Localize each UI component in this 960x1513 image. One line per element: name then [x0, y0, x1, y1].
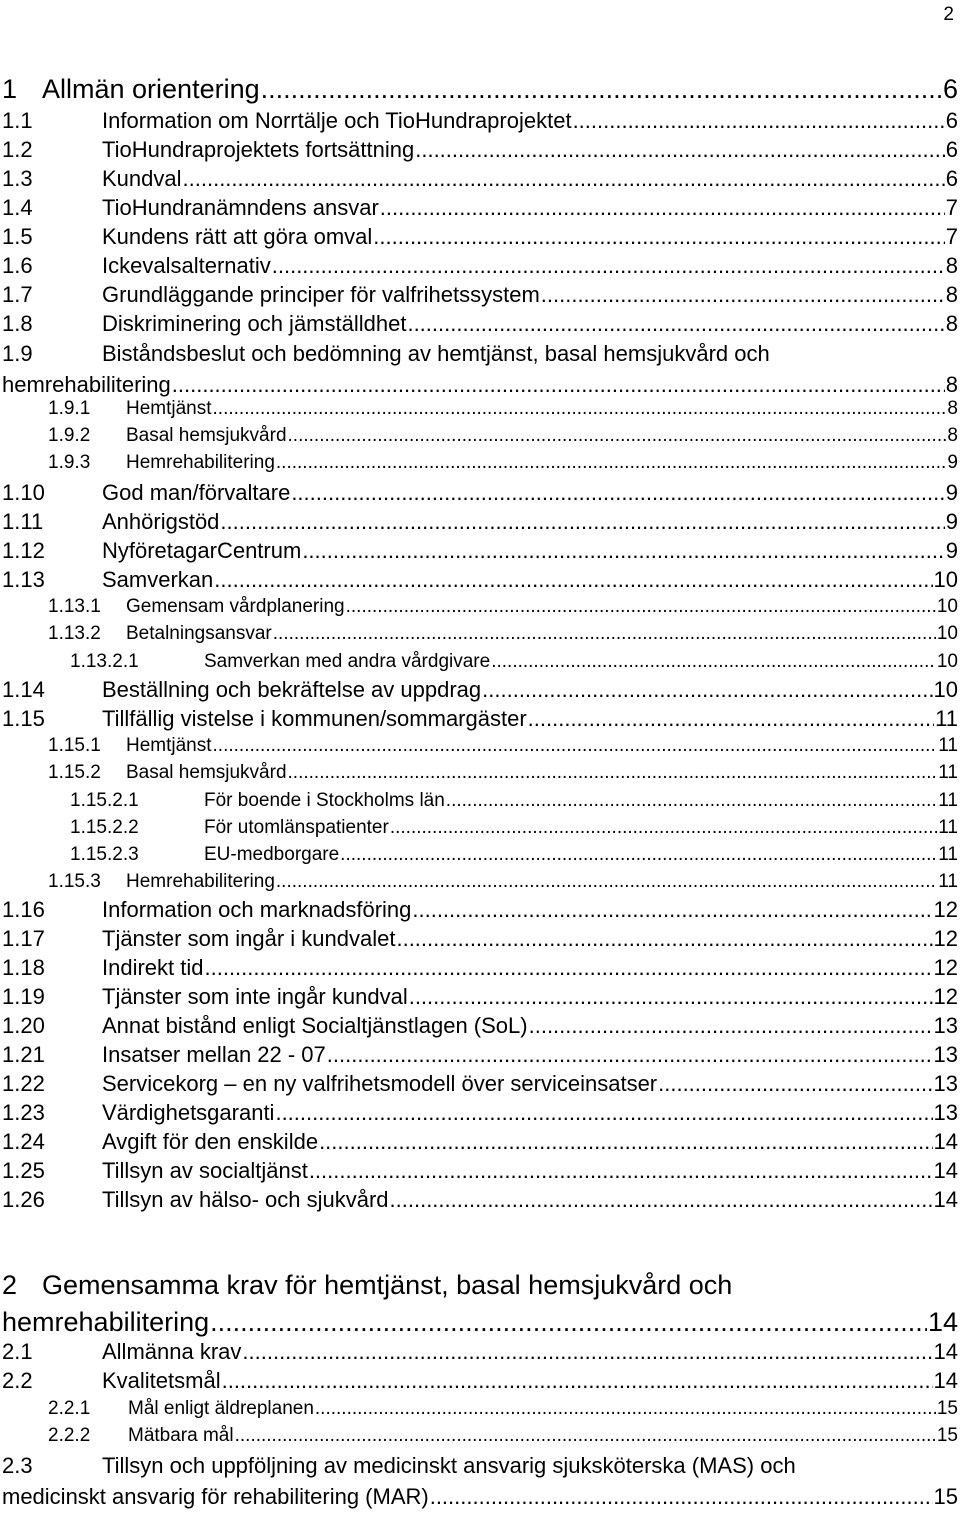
toc-number: 1.15.2.2	[70, 817, 139, 838]
toc-title: Anhörigstöd	[102, 509, 220, 534]
toc-leader-dots	[172, 372, 945, 398]
toc-number: 1.15.3	[48, 871, 101, 892]
toc-entry[interactable]	[0, 341, 960, 401]
toc-entry[interactable]	[0, 790, 960, 817]
toc-page-number: 8	[947, 425, 958, 446]
toc-title: Mätbara mål	[128, 1425, 234, 1446]
toc-leader-dots	[309, 1158, 933, 1184]
toc-page-number: 6	[942, 74, 958, 104]
toc-title-continued: hemrehabilitering	[2, 1307, 210, 1337]
toc-title: Ickevalsalternativ	[102, 253, 271, 278]
toc-number: 1.2	[2, 137, 33, 162]
toc-entry[interactable]	[0, 897, 960, 926]
toc-number: 1.9.1	[48, 398, 91, 419]
toc-entry[interactable]	[0, 108, 960, 137]
toc-leader-dots	[541, 282, 945, 308]
toc-title: Hemtjänst	[126, 735, 212, 756]
toc-page-number: 14	[933, 1368, 958, 1393]
toc-number: 1	[2, 74, 18, 104]
toc-number: 1.7	[2, 282, 33, 307]
toc-page-number: 10	[936, 651, 958, 672]
toc-entry[interactable]	[0, 651, 960, 678]
toc-page-number: 10	[933, 677, 958, 702]
toc-entry[interactable]	[0, 282, 960, 311]
toc-number: 1.9.3	[48, 452, 91, 473]
toc-title: Gemensamma krav för hemtjänst, basal hemsjukvård och	[42, 1270, 733, 1300]
toc-leader-dots	[396, 926, 932, 952]
toc-title: För utomlänspatienter	[204, 817, 389, 838]
toc-title: Kundens rätt att göra omval	[102, 224, 373, 249]
toc-leader-dots	[213, 398, 947, 420]
toc-leader-dots	[390, 1187, 933, 1213]
toc-entry[interactable]	[0, 74, 960, 107]
toc-page-number: 9	[947, 452, 958, 473]
toc-entry[interactable]	[0, 166, 960, 195]
toc-page-number: 11	[938, 817, 958, 838]
toc-page-number: 8	[947, 398, 958, 419]
toc-entry[interactable]	[0, 137, 960, 166]
toc-number: 1.5	[2, 224, 33, 249]
toc-number: 2	[2, 1270, 18, 1300]
toc-leader-dots	[205, 955, 933, 981]
toc-number: 1.13.1	[48, 596, 101, 617]
toc-entry[interactable]	[0, 480, 960, 509]
toc-page-number: 10	[936, 596, 958, 617]
toc-title: Kvalitetsmål	[102, 1368, 221, 1393]
toc-leader-dots	[430, 1484, 933, 1510]
toc-leader-dots	[407, 311, 944, 337]
toc-title: Hemrehabilitering	[126, 452, 275, 473]
toc-title: Annat bistånd enligt Socialtjänstlagen (SoL)	[102, 1013, 528, 1038]
toc-leader-dots	[346, 596, 936, 618]
toc-page-number: 14	[933, 1339, 958, 1364]
toc-number: 1.15.2.3	[70, 844, 139, 865]
toc-number: 1.18	[2, 955, 45, 980]
toc-entry[interactable]	[0, 1398, 960, 1425]
toc-leader-dots	[276, 452, 947, 474]
toc-entry[interactable]	[0, 817, 960, 844]
toc-page-number: 15	[933, 1484, 958, 1509]
toc-leader-dots	[409, 984, 933, 1010]
toc-page-number: 9	[945, 538, 958, 563]
toc-leader-dots	[529, 1013, 933, 1039]
toc-entry[interactable]	[0, 1270, 960, 1340]
toc-page-number: 6	[945, 108, 958, 133]
toc-entry[interactable]	[0, 1187, 960, 1216]
toc-leader-dots	[235, 1425, 936, 1447]
toc-title: Insatser mellan 22 - 07	[102, 1042, 326, 1067]
toc-leader-dots	[327, 1042, 933, 1068]
toc-page-number: 6	[945, 166, 958, 191]
toc-leader-dots	[276, 871, 937, 893]
toc-page-number: 12	[933, 984, 958, 1009]
toc-leader-dots	[220, 509, 944, 535]
toc-title: Allmänna krav	[102, 1339, 242, 1364]
toc-leader-dots	[340, 844, 937, 866]
toc-title: Tillfällig vistelse i kommunen/sommargäster	[102, 706, 527, 731]
toc-leader-dots	[291, 480, 944, 506]
toc-page-number: 12	[933, 897, 958, 922]
toc-entry[interactable]	[0, 844, 960, 871]
toc-number: 2.2	[2, 1368, 33, 1393]
toc-number: 1.24	[2, 1129, 45, 1154]
toc-number: 1.1	[2, 108, 33, 133]
toc-number: 1.10	[2, 480, 45, 505]
toc-page-number: 15	[936, 1398, 958, 1419]
toc-entry[interactable]	[0, 1339, 960, 1368]
toc-title: Basal hemsjukvård	[126, 425, 287, 446]
toc-entry[interactable]	[0, 1100, 960, 1129]
toc-title: Tillsyn och uppföljning av medicinskt ansvarig sjuksköterska (MAS) och	[102, 1453, 796, 1478]
toc-page-number: 8	[945, 282, 958, 307]
toc-entry[interactable]	[0, 425, 960, 453]
toc-page-number: 11	[938, 735, 958, 756]
toc-entry[interactable]	[0, 1071, 960, 1100]
toc-title: Tjänster som ingår i kundvalet	[102, 926, 396, 951]
toc-title: Samverkan	[102, 567, 214, 592]
toc-entry[interactable]	[0, 509, 960, 538]
toc-title: Indirekt tid	[102, 955, 204, 980]
toc-title: Kundval	[102, 166, 182, 191]
toc-entry[interactable]	[0, 1368, 960, 1397]
toc-entry[interactable]	[0, 762, 960, 790]
toc-entry[interactable]	[0, 1013, 960, 1042]
toc-number: 1.14	[2, 677, 45, 702]
toc-title: God man/förvaltare	[102, 480, 291, 505]
toc-page-number: 8	[945, 311, 958, 336]
toc-title: Mål enligt äldreplanen	[128, 1398, 314, 1419]
toc-leader-dots	[210, 1307, 927, 1338]
toc-page-number: 7	[945, 224, 958, 249]
toc-page-number: 9	[945, 480, 958, 505]
toc-page-number: 13	[933, 1042, 958, 1067]
toc-leader-dots	[373, 224, 944, 250]
toc-title: Basal hemsjukvård	[126, 762, 287, 783]
toc-entry[interactable]	[0, 1425, 960, 1452]
toc-title: EU-medborgare	[204, 844, 340, 865]
toc-title: Betalningsansvar	[126, 623, 272, 644]
toc-entry[interactable]	[0, 1042, 960, 1071]
toc-number: 1.9.2	[48, 425, 91, 446]
toc-leader-dots	[288, 425, 947, 447]
toc-title: För boende i Stockholms län	[204, 790, 445, 811]
toc-page-number: 11	[938, 790, 958, 811]
toc-leader-dots	[528, 706, 935, 732]
toc-title: Samverkan med andra vårdgivare	[204, 651, 491, 672]
toc-leader-dots	[275, 1100, 932, 1126]
toc-entry[interactable]	[0, 955, 960, 984]
toc-leader-dots	[302, 538, 944, 564]
toc-number: 1.4	[2, 195, 33, 220]
toc-page-number: 15	[936, 1425, 958, 1446]
toc-page-number: 11	[938, 844, 958, 865]
toc-leader-dots	[446, 790, 937, 812]
toc-number: 1.11	[2, 509, 44, 534]
toc-number: 2.2.2	[48, 1425, 91, 1446]
toc-page-number: 10	[933, 567, 958, 592]
toc-page-number: 8	[945, 253, 958, 278]
toc-title-continued: medicinskt ansvarig för rehabilitering (MAR)	[2, 1484, 429, 1509]
toc-page-number: 9	[945, 509, 958, 534]
toc-entry[interactable]	[0, 538, 960, 567]
toc-page-number: 6	[945, 137, 958, 162]
toc-title: Hemrehabilitering	[126, 871, 275, 892]
toc-number: 1.8	[2, 311, 33, 336]
toc-number: 1.16	[2, 897, 45, 922]
toc-number: 1.17	[2, 926, 45, 951]
toc-page-number: 10	[936, 623, 958, 644]
toc-leader-dots	[380, 195, 945, 221]
toc-leader-dots	[242, 1339, 932, 1365]
toc-leader-dots	[183, 166, 945, 192]
toc-entry[interactable]	[0, 1158, 960, 1187]
toc-leader-dots	[658, 1071, 932, 1097]
toc-number: 1.3	[2, 166, 33, 191]
toc-leader-dots	[491, 651, 936, 673]
page-number: 2	[943, 4, 954, 25]
toc-leader-dots	[272, 253, 945, 279]
toc-number: 2.3	[2, 1453, 33, 1478]
toc-title: Tjänster som inte ingår kundval	[102, 984, 408, 1009]
toc-page-number: 11	[935, 706, 958, 731]
toc-page-number: 14	[933, 1158, 958, 1183]
toc-number: 1.20	[2, 1013, 45, 1038]
toc-title: TioHundranämndens ansvar	[102, 195, 379, 220]
toc-entry[interactable]	[0, 926, 960, 955]
toc-title: Värdighetsgaranti	[102, 1100, 275, 1125]
toc-title: Tillsyn av hälso- och sjukvård	[102, 1187, 389, 1212]
toc-entry[interactable]	[0, 224, 960, 253]
toc-number: 1.15.1	[48, 735, 101, 756]
toc-page-number: 13	[933, 1100, 958, 1125]
toc-number: 1.13	[2, 567, 45, 592]
toc-entry[interactable]	[0, 567, 960, 596]
toc-title: Information och marknadsföring	[102, 897, 412, 922]
toc-number: 1.15.2.1	[70, 790, 139, 811]
toc-page-number: 12	[933, 955, 958, 980]
toc-title: Information om Norrtälje och TioHundraprojektet	[102, 108, 572, 133]
toc-number: 1.23	[2, 1100, 45, 1125]
toc-page-number: 12	[933, 926, 958, 951]
toc-title: Allmän orientering	[42, 74, 260, 104]
toc-number: 1.13.2.1	[70, 651, 139, 672]
toc-title: Diskriminering och jämställdhet	[102, 311, 407, 336]
toc-number: 1.19	[2, 984, 45, 1009]
toc-title: Avgift för den enskilde	[102, 1129, 319, 1154]
toc-title: TioHundraprojektets fortsättning	[102, 137, 415, 162]
toc-page-number: 11	[938, 871, 958, 892]
toc-entry[interactable]	[0, 623, 960, 651]
toc-leader-dots	[315, 1398, 936, 1420]
toc-number: 1.25	[2, 1158, 45, 1183]
toc-leader-dots	[222, 1368, 933, 1394]
toc-leader-dots	[214, 567, 932, 593]
toc-page-number: 11	[938, 762, 958, 783]
toc-page-number: 13	[933, 1071, 958, 1096]
toc-entry[interactable]	[0, 195, 960, 224]
toc-page-number: 14	[927, 1307, 958, 1337]
toc-entry[interactable]	[0, 398, 960, 426]
toc-leader-dots	[273, 623, 936, 645]
toc-number: 1.26	[2, 1187, 45, 1212]
toc-leader-dots	[573, 108, 945, 134]
toc-leader-dots	[482, 677, 932, 703]
toc-number: 1.6	[2, 253, 33, 278]
toc-title: Tillsyn av socialtjänst	[102, 1158, 308, 1183]
toc-title: Gemensam vårdplanering	[126, 596, 345, 617]
toc-number: 1.15.2	[48, 762, 101, 783]
toc-entry[interactable]	[0, 871, 960, 899]
toc-leader-dots	[213, 735, 938, 757]
toc-leader-dots	[415, 137, 945, 163]
toc-title: Servicekorg – en ny valfrihetsmodell över serviceinsatser	[102, 1071, 658, 1096]
toc-number: 2.2.1	[48, 1398, 91, 1419]
toc-page-number: 14	[933, 1187, 958, 1212]
toc-title: Beställning och bekräftelse av uppdrag	[102, 677, 482, 702]
toc-entry[interactable]	[0, 677, 960, 706]
toc-title: Hemtjänst	[126, 398, 212, 419]
toc-entry[interactable]	[0, 984, 960, 1013]
toc-leader-dots	[390, 817, 937, 839]
toc-leader-dots	[288, 762, 938, 784]
toc-entry[interactable]	[0, 596, 960, 624]
toc-entry[interactable]	[0, 1453, 960, 1513]
toc-page-number: 7	[945, 195, 958, 220]
toc-entry[interactable]	[0, 735, 960, 763]
toc-number: 1.9	[2, 341, 33, 366]
toc-title: Biståndsbeslut och bedömning av hemtjänst, basal hemsjukvård och	[102, 341, 770, 366]
toc-page-number: 14	[933, 1129, 958, 1154]
toc-page-number: 13	[933, 1013, 958, 1038]
toc-leader-dots	[261, 74, 942, 105]
toc-title: Grundläggande principer för valfrihetssystem	[102, 282, 540, 307]
toc-entry[interactable]	[0, 452, 960, 480]
toc-entry[interactable]	[0, 311, 960, 340]
toc-page-number: 8	[945, 372, 958, 397]
toc-entry[interactable]	[0, 706, 960, 735]
toc-number: 2.1	[2, 1339, 33, 1364]
toc-number: 1.22	[2, 1071, 45, 1096]
toc-entry[interactable]	[0, 1129, 960, 1158]
toc-title-continued: hemrehabilitering	[2, 372, 171, 397]
toc-leader-dots	[412, 897, 932, 923]
toc-entry[interactable]	[0, 253, 960, 282]
toc-leader-dots	[319, 1129, 932, 1155]
toc-number: 1.13.2	[48, 623, 101, 644]
toc-number: 1.21	[2, 1042, 45, 1067]
toc-title: NyföretagarCentrum	[102, 538, 302, 563]
toc-number: 1.15	[2, 706, 45, 731]
toc-number: 1.12	[2, 538, 45, 563]
